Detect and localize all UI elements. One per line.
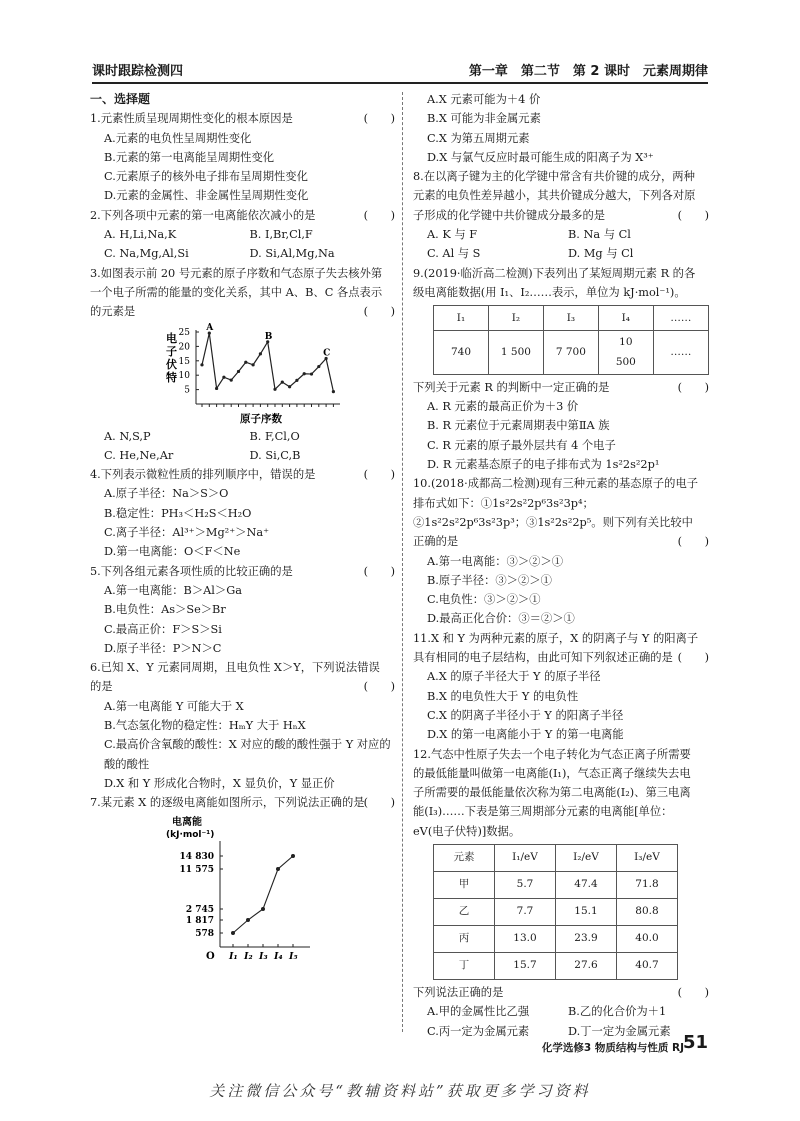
q12-options-row <box>413 1022 709 1041</box>
q3-data-point <box>295 378 298 381</box>
q3-data-point <box>200 363 203 366</box>
q3-data-point <box>303 372 306 375</box>
q7-data-point <box>246 918 250 922</box>
q9-header-cell: I₄ <box>598 306 653 331</box>
q12-option-a: A.甲的金属性比乙强 <box>427 1005 530 1019</box>
q7-ytick-label: 1 817 <box>185 915 214 926</box>
question-9 <box>413 264 709 303</box>
q12-table <box>433 844 678 980</box>
q3-ylabel-text: 电子伏特 <box>166 331 177 384</box>
q9-stem: 9.(2019·临沂高二检测)下表列出了某短周期元素 R 的各级电离能数据(用 I₁、I₂……表示，单位为 kJ·mol⁻¹)。 <box>413 266 696 299</box>
q2-options-row <box>90 244 395 263</box>
question-12 <box>413 745 709 841</box>
q12-cell: 13.0 <box>495 925 556 952</box>
q3-point-label: C <box>323 348 331 359</box>
footer-page-number: 51 <box>682 1032 708 1053</box>
q12-options-row <box>413 1002 709 1021</box>
q12-cell: 71.8 <box>617 871 678 898</box>
q12-cell: 丙 <box>434 925 495 952</box>
q2-stem: 2.下列各项中元素的第一电离能依次减小的是 <box>90 208 316 222</box>
q7-ytick-label: 11 575 <box>179 864 214 875</box>
answer-bracket: ( ) <box>363 305 395 319</box>
q7-data-point <box>261 907 265 911</box>
q4-stem: 4.下列表示微粒性质的排列顺序中，错误的是 <box>90 468 316 482</box>
q6-option-a: A.第一电离能 Y 可能大于 X <box>104 699 244 713</box>
q3-option-c: C. He,Ne,Ar <box>104 448 174 462</box>
bottom-promo-text: 关注微信公众号“教辅资料站”获取更多学习资料 <box>209 1082 591 1100</box>
question-5 <box>90 562 395 581</box>
q6-option-d: D.X 和 Y 形成化合物时，X 显负价，Y 显正价 <box>104 776 335 790</box>
answer-bracket: ( ) <box>363 564 395 578</box>
answer-bracket: ( ) <box>677 380 709 394</box>
q9-cell: 740 <box>434 331 489 375</box>
q4-option-c: C.离子半径：Al³⁺＞Mg²⁺＞Na⁺ <box>104 526 270 540</box>
header-left: 课时跟踪检测四 <box>92 64 184 79</box>
question-4 <box>90 465 395 484</box>
question-7 <box>90 793 395 812</box>
q11-option-d: D.X 的第一电离能小于 Y 的第一电离能 <box>427 728 624 742</box>
q11-stem: 11.X 和 Y 为两种元素的原子，X 的阴离子与 Y 的阳离子具有相同的电子层结构，由此可知下列叙述正确的是 <box>413 631 699 665</box>
q7-chart-title: 电离能 <box>172 816 202 828</box>
q5-option-a: A.第一电离能：B＞Al＞Ga <box>104 583 242 597</box>
question-3 <box>90 264 395 322</box>
question-1 <box>90 109 395 128</box>
q7-data-point <box>291 854 295 858</box>
question-8 <box>413 167 709 225</box>
footer-book-title: 化学选修3 物质结构与性质 RJ <box>541 1042 684 1054</box>
q7-xtick-label: I₅ <box>289 950 298 962</box>
q2-option-c: C. Na,Mg,Al,Si <box>104 247 189 261</box>
q4-option-b: B.稳定性：PH₃＜H₂S＜H₂O <box>104 506 252 520</box>
q12-cell: 15.1 <box>556 898 617 925</box>
q3-data-point <box>222 375 225 378</box>
q9-cell: 10 500 <box>598 331 653 375</box>
q9-cell: 1 500 <box>488 331 543 375</box>
q7-option-b: B.X 可能为非金属元素 <box>427 112 541 126</box>
q3-ytick-label: 5 <box>184 385 190 396</box>
q8-options-row <box>413 244 709 263</box>
q12-cell: 5.7 <box>495 871 556 898</box>
q9-cell: …… <box>653 331 708 375</box>
question-10 <box>413 474 709 551</box>
answer-bracket: ( ) <box>677 535 709 549</box>
q12-cell: 23.9 <box>556 925 617 952</box>
q10-option-d: D.最高正化合价：③＝②＞① <box>427 612 575 626</box>
q3-option-b: B. F,Cl,O <box>249 429 300 443</box>
q3-option-a: A. N,S,P <box>104 429 151 443</box>
right-column <box>413 90 709 1041</box>
q7-chart <box>90 813 395 963</box>
q10-option-c: C.电负性：③＞②＞① <box>427 593 541 607</box>
question-6 <box>90 658 395 697</box>
q7-xtick-label: I₁ <box>229 950 238 962</box>
left-column <box>90 90 395 963</box>
q3-ytick-label: 25 <box>178 327 190 338</box>
q10-option-b: B.原子半径：③＞②＞① <box>427 573 552 587</box>
q12-cell: 15.7 <box>495 952 556 979</box>
q3-data-point <box>288 385 291 388</box>
q9-header-cell: …… <box>653 306 708 331</box>
q12-stem2: 下列说法正确的是 <box>413 985 504 999</box>
q1-option-d: D.元素的金属性、非金属性呈周期性变化 <box>104 189 309 203</box>
answer-bracket: ( ) <box>677 208 709 222</box>
q8-option-b: B. Na 与 Cl <box>568 228 631 242</box>
q9-cell: 7 700 <box>543 331 598 375</box>
q3-data-point <box>332 390 335 393</box>
q2-option-d: D. Si,Al,Mg,Na <box>249 247 335 261</box>
q3-chart <box>90 322 395 427</box>
q11-option-a: A.X 的原子半径大于 Y 的原子半径 <box>427 670 601 684</box>
q5-stem: 5.下列各组元素各项性质的比较正确的是 <box>90 564 293 578</box>
q3-data-point <box>244 360 247 363</box>
q7-series-line <box>233 856 293 933</box>
q7-option-c: C.X 为第五周期元素 <box>427 131 530 145</box>
q8-options-row <box>413 225 709 244</box>
q7-chart-unit: (kJ·mol⁻¹) <box>166 829 215 840</box>
q9-option-d: D. R 元素基态原子的电子排布式为 1s²2s²2p¹ <box>427 458 660 472</box>
q9-option-b: B. R 元素位于元素周期表中第ⅡA 族 <box>427 419 610 433</box>
q12-cell: 40.0 <box>617 925 678 952</box>
q3-point-label: B <box>264 331 273 342</box>
q12-option-d: D.丁一定为金属元素 <box>568 1024 671 1038</box>
q9-stem2-line <box>413 378 709 397</box>
q12-option-b: B.乙的化合价为＋1 <box>568 1005 667 1019</box>
q7-data-point <box>276 867 280 871</box>
q3-data-point <box>252 363 255 366</box>
question-11 <box>413 629 709 668</box>
q12-header-cell: I₃/eV <box>617 844 678 871</box>
q3-data-point <box>273 387 276 390</box>
q3-data-point <box>259 352 262 355</box>
q7-ytick-label: 2 745 <box>185 904 214 915</box>
q12-header-cell: 元素 <box>434 844 495 871</box>
q5-option-c: C.最高正价：F＞S＞Si <box>104 622 222 636</box>
q10-stem: 10.(2018·成都高二检测)现有三种元素的基态原子的电子排布式如下：①1s²2s²2p⁶3s²3p⁴；②1s²2s²2p⁶3s²3p³；③1s²2s²2p⁵。则下列有关比较中正确的是 <box>413 477 699 549</box>
q3-ytick-label: 20 <box>178 341 190 352</box>
answer-bracket: ( ) <box>363 680 395 694</box>
q3-data-point <box>215 386 218 389</box>
answer-bracket: ( ) <box>363 468 395 482</box>
q9-stem2: 下列关于元素 R 的判断中一定正确的是 <box>413 380 610 394</box>
header-rule <box>92 82 708 84</box>
q1-option-c: C.元素原子的核外电子排布呈周期性变化 <box>104 170 308 184</box>
q3-ytick-label: 10 <box>178 370 190 381</box>
q5-option-b: B.电负性：As＞Se＞Br <box>104 603 226 617</box>
q12-option-c: C.丙一定为金属元素 <box>427 1024 530 1038</box>
q7-data-point <box>231 931 235 935</box>
q2-option-b: B. I,Br,Cl,F <box>249 228 313 242</box>
q11-option-b: B.X 的电负性大于 Y 的电负性 <box>427 689 579 703</box>
q11-option-c: C.X 的阴离子半径小于 Y 的阳离子半径 <box>427 708 624 722</box>
q12-header-cell: I₂/eV <box>556 844 617 871</box>
answer-bracket: ( ) <box>363 208 395 222</box>
header-right: 第一章 第二节 第 2 课时 元素周期律 <box>468 64 708 79</box>
q3-data-point <box>281 380 284 383</box>
q9-header-cell: I₂ <box>488 306 543 331</box>
q3-data-point <box>237 369 240 372</box>
q7-xtick-label: I₃ <box>259 950 268 962</box>
q12-cell: 丁 <box>434 952 495 979</box>
q3-data-point <box>310 372 313 375</box>
q5-option-d: D.原子半径：P＞N＞C <box>104 641 222 655</box>
q12-cell: 甲 <box>434 871 495 898</box>
q3-ytick-label: 15 <box>178 356 190 367</box>
answer-bracket: ( ) <box>677 651 709 665</box>
section-title: 一、选择题 <box>90 92 151 106</box>
q4-option-a: A.原子半径：Na＞S＞O <box>104 487 229 501</box>
answer-bracket: ( ) <box>677 985 709 999</box>
q12-cell: 乙 <box>434 898 495 925</box>
q7-origin: O <box>206 950 215 962</box>
q7-ytick-label: 578 <box>195 928 214 939</box>
q8-option-a: A. K 与 F <box>427 228 478 242</box>
q2-option-a: A. H,Li,Na,K <box>104 228 177 242</box>
q1-option-b: B.元素的第一电离能呈周期性变化 <box>104 150 275 164</box>
q9-option-c: C. R 元素的原子最外层共有 4 个电子 <box>427 438 616 452</box>
q7-option-a: A.X 元素可能为＋4 价 <box>427 93 541 106</box>
q4-option-d: D.第一电离能：O＜F＜Ne <box>104 545 241 559</box>
q12-cell: 27.6 <box>556 952 617 979</box>
q12-cell: 80.8 <box>617 898 678 925</box>
q12-cell: 47.4 <box>556 871 617 898</box>
q12-cell: 40.7 <box>617 952 678 979</box>
q9-table <box>433 305 709 375</box>
q3-option-d: D. Si,C,B <box>249 448 301 462</box>
q7-xtick-label: I₂ <box>244 950 253 962</box>
q7-ytick-label: 14 830 <box>179 851 214 862</box>
q12-header-cell: I₁/eV <box>495 844 556 871</box>
q7-xtick-label: I₄ <box>274 950 283 962</box>
answer-bracket: ( ) <box>363 796 395 810</box>
q12-stem2-line <box>413 983 709 1002</box>
q7-stem: 7.某元素 X 的逐级电离能如图所示，下列说法正确的是 <box>90 796 365 810</box>
q8-option-c: C. Al 与 S <box>427 247 481 261</box>
q3-options-row <box>90 427 395 446</box>
q9-header-cell: I₁ <box>434 306 489 331</box>
q6-stem: 6.已知 X、Y 元素同周期，且电负性 X＞Y，下列说法错误的是 <box>90 661 380 694</box>
q3-options-row <box>90 446 395 465</box>
q1-stem: 1.元素性质呈现周期性变化的根本原因是 <box>90 112 293 126</box>
q3-stem: 3.如图表示前 20 号元素的原子序数和气态原子失去核外第一个电子所需的能量的变化关系，其中 A、B、C 各点表示的元素是 <box>90 266 383 319</box>
q3-xlabel: 原子序数 <box>240 412 282 425</box>
q3-data-point <box>317 365 320 368</box>
q8-option-d: D. Mg 与 Cl <box>568 247 634 261</box>
q10-option-a: A.第一电离能：③＞②＞① <box>427 554 564 568</box>
q8-stem: 8.在以离子键为主的化学键中常含有共价键的成分，两种元素的电负性差异越小，其共价键成分越大，下列各对原子形成的化学键中共价键成分最多的是 <box>413 170 696 222</box>
q7-option-d: D.X 与氯气反应时最可能生成的阳离子为 X³⁺ <box>427 150 654 164</box>
q6-option-c: C.最高价含氧酸的酸性：X 对应的酸的酸性强于 Y 对应的酸的酸性 <box>104 738 391 771</box>
q3-point-label: A <box>206 322 214 333</box>
q1-option-a: A.元素的电负性呈周期性变化 <box>104 131 252 145</box>
q9-option-a: A. R 元素的最高正价为＋3 价 <box>427 400 579 414</box>
q12-cell: 7.7 <box>495 898 556 925</box>
column-divider <box>402 92 403 1032</box>
q9-header-cell: I₃ <box>543 306 598 331</box>
q12-stem: 12.气态中性原子失去一个电子转化为气态正离子所需要的最低能量叫做第一电离能(I₁)，气态正离子继续失去电子所需要的最低能量依次称为第二电离能(I₂)、第三电离能(I₃)……下表是第三周期部分元素的电离能[单位：eV(电子伏特)]数据。 <box>413 747 691 838</box>
q2-options-row <box>90 225 395 244</box>
question-2 <box>90 206 395 225</box>
answer-bracket: ( ) <box>363 112 395 126</box>
q6-option-b: B.气态氢化物的稳定性：HₘY 大于 HₙX <box>104 719 306 733</box>
q3-data-point <box>230 378 233 381</box>
